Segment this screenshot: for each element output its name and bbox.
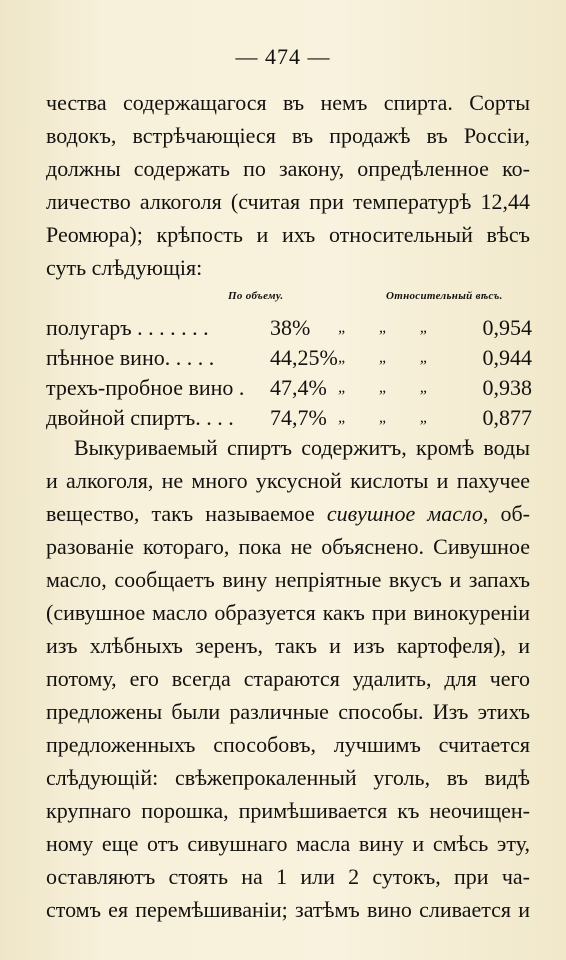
text-line: слѣдующій: свѣжепрокаленный уголь, въ видѣ bbox=[46, 765, 530, 790]
vodka-name: двойной спиртъ. . . . bbox=[46, 405, 234, 430]
volume-percent: 47,4% bbox=[270, 375, 327, 400]
relative-weight: 0,944 bbox=[482, 345, 532, 370]
weight-column-header: Относительный вѣсъ. bbox=[386, 290, 503, 302]
text-line: масло, сообщаетъ вину непріятные вкусъ и запахъ bbox=[46, 567, 530, 592]
text-line: должны содержать по закону, опредѣленное ко- bbox=[46, 156, 530, 181]
italic-term: сивушное масло bbox=[326, 501, 483, 526]
ditto-marks: „ „ „ bbox=[338, 349, 443, 366]
text-line: оставляютъ стоять на 1 или 2 сутокъ, при ча- bbox=[46, 864, 530, 889]
intro-paragraph bbox=[46, 86, 530, 284]
relative-weight: 0,954 bbox=[482, 315, 532, 340]
text-line bbox=[46, 497, 530, 530]
vodka-name: полугаръ . . . . . . . bbox=[46, 315, 209, 340]
ditto-marks: „ „ „ bbox=[338, 379, 443, 396]
text-segment: вещество, такъ называемое bbox=[46, 501, 327, 526]
text-line: крупнаго порошка, примѣшивается къ неочищен- bbox=[46, 798, 530, 823]
main-paragraph bbox=[46, 431, 530, 926]
text-line: личество алкоголя (считая при температурѣ 12,44 bbox=[46, 189, 530, 214]
text-line: изъ хлѣбныхъ зеренъ, такъ и изъ картофеля), и bbox=[46, 633, 530, 658]
volume-percent: 44,25% bbox=[270, 345, 338, 370]
ditto-marks: „ „ „ bbox=[338, 319, 443, 336]
table-row bbox=[46, 343, 532, 373]
text-line: Выкуриваемый спиртъ содержитъ, кромѣ воды bbox=[74, 435, 530, 460]
text-line: предложены были различные способы. Изъ этихъ bbox=[46, 699, 530, 724]
text-line: потому, его всегда стараются удалить, для чего bbox=[46, 666, 530, 691]
vodka-name: пѣнное вино. . . . . bbox=[46, 345, 215, 370]
relative-weight: 0,938 bbox=[482, 375, 532, 400]
relative-weight: 0,877 bbox=[482, 405, 532, 430]
text-line: предложенныхъ способовъ, лучшимъ считается bbox=[46, 732, 530, 757]
text-line: суть слѣдующія: bbox=[46, 255, 203, 280]
table-row bbox=[46, 373, 532, 403]
text-line: разованіе котораго, пока не объяснено. Сивушное bbox=[46, 534, 530, 559]
volume-percent: 74,7% bbox=[270, 405, 327, 430]
text-line: чества содержащагося въ немъ спирта. Сорты bbox=[46, 90, 530, 115]
text-line: водокъ, встрѣчающіеся въ продажѣ въ Россіи, bbox=[46, 123, 530, 148]
text-line: ному еще отъ сивушнаго масла вину и смѣсь эту, bbox=[46, 831, 530, 856]
text-line: (сивушное масло образуется какъ при винокуреніи bbox=[46, 600, 530, 625]
text-line: Реомюра); крѣпость и ихъ относительный вѣсъ bbox=[46, 222, 530, 247]
volume-percent: 38% bbox=[270, 315, 311, 340]
vodka-name: трехъ-пробное вино . bbox=[46, 375, 245, 400]
text-line: и алкоголя, не много уксусной кислоты и пахучее bbox=[46, 468, 530, 493]
strength-table bbox=[46, 313, 532, 433]
text-segment: , об- bbox=[482, 501, 530, 526]
text-line: стомъ ея перемѣшиваніи; затѣмъ вино сливается и bbox=[46, 897, 530, 922]
volume-column-header: По объему. bbox=[228, 290, 284, 302]
table-row bbox=[46, 313, 532, 343]
table-row bbox=[46, 403, 532, 433]
page-number: — 474 — bbox=[235, 44, 331, 69]
ditto-marks: „ „ „ bbox=[338, 409, 443, 426]
